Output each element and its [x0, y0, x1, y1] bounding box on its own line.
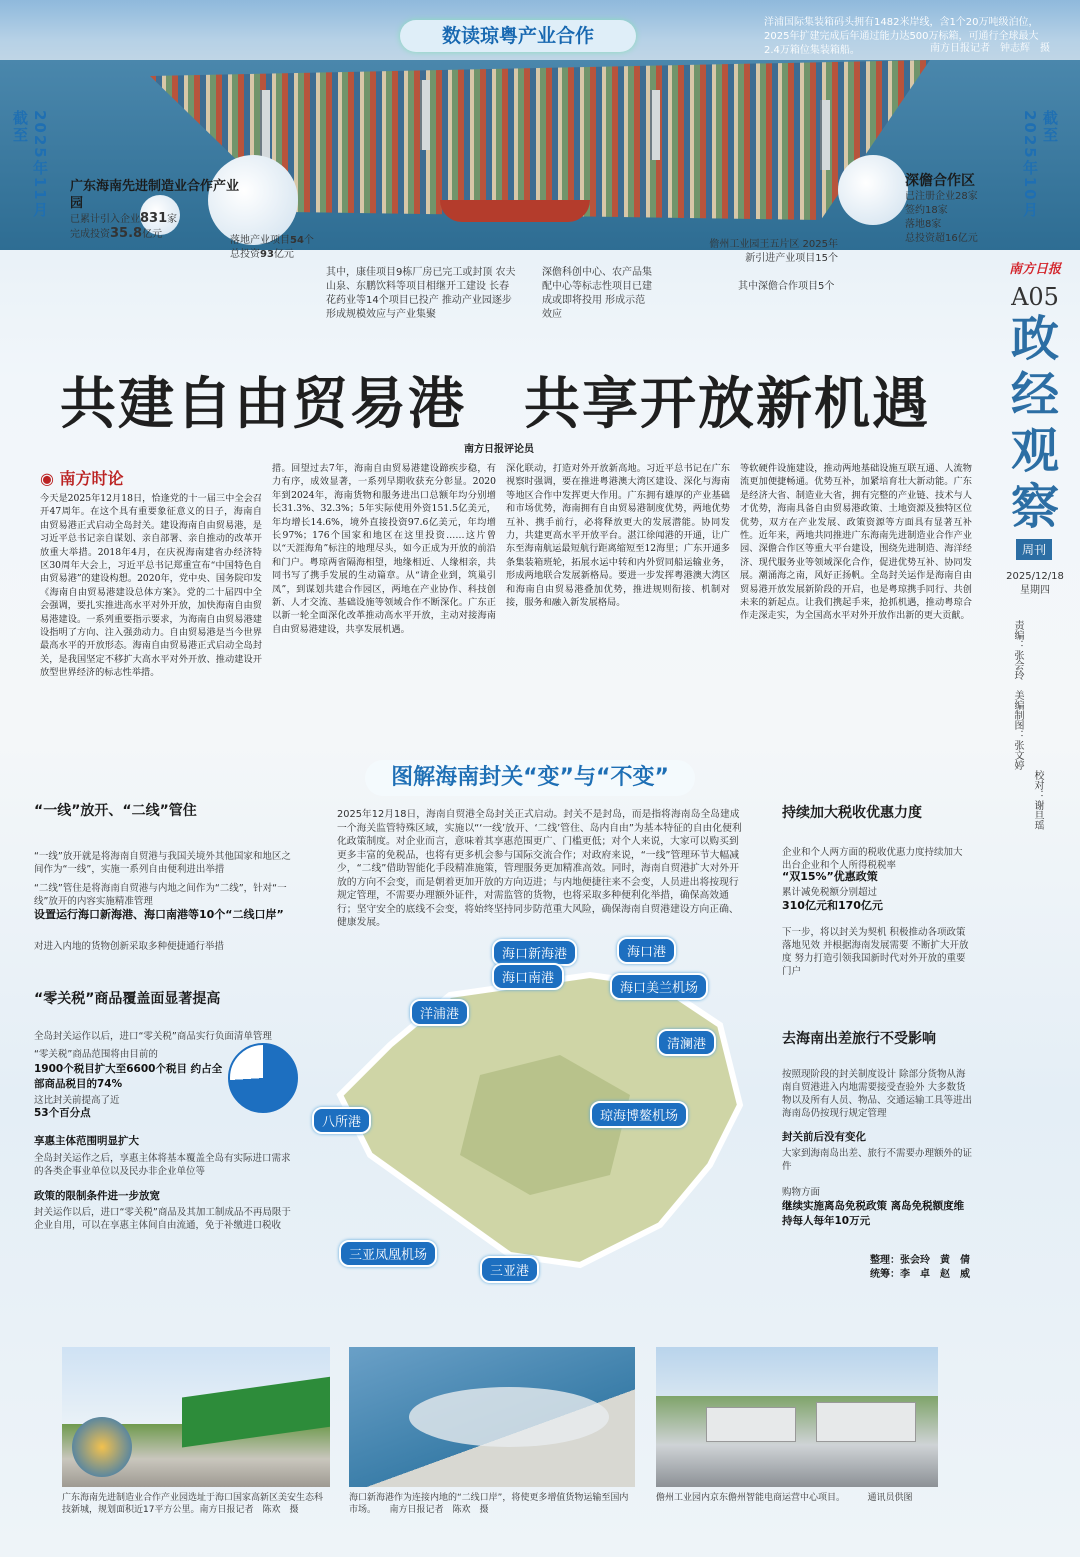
warehouse [816, 1402, 916, 1442]
issue-date: 2025/12/18 [1006, 571, 1064, 582]
byline: 南方日报评论员 [464, 444, 534, 455]
column-name: 政 [1010, 311, 1059, 367]
map-label-haikou-port: 海口港 [617, 937, 676, 964]
zero-tariff-increase: 这比封关前提高了近 [34, 1095, 120, 1106]
article-column-1: 今天是2025年12月18日，恰逢党的十一届三中全会召开47周年。在这个具有重要象征意义的日子，海南自由贸易港正式启动全岛封关。建设海南自由贸易港，是习近平总书记亲自谋划、亲自部署、亲自推动的改革开放重大举措。2018年4月，在庆祝海南建省办经济特区30周年大会上，习近平总书记郑重宣布“中国特色自由贸易港”的建设构想。2020年，党中央、国务院印发《海南自由贸易港建设总体方案》。党的二十届四中全会强调，要扎实推进高水平对外开放，加快海南自由贸易港建设。一系列重要指示要求，为海南自由贸易港建设指明了方向、注入强劲动力。自由贸易港是当今世界最高水平的开放形态。海南自由贸易港正式启动全岛封关，是我国坚定不移扩大高水平对外开放、推动建设开放型世界经济的标志性举措。 [40, 493, 262, 679]
issue-weekday: 星期四 [1020, 585, 1050, 596]
timeline-right-prefix: 截至 [1041, 110, 1059, 144]
tax-exempt-label: 累计减免税额分别超过 [782, 887, 878, 898]
map-label-qinglan: 清澜港 [657, 1029, 716, 1056]
column-heading-text: 南方时论 [59, 469, 124, 488]
caption-danzhou: 儋州工业园内京东儋州智能电商运营中心项目。 通讯员供图 [656, 1493, 913, 1503]
park-title: 广东海南先进制造业合作产业园 [70, 179, 240, 211]
section-tax: 持续加大税收优惠力度 [782, 805, 922, 821]
value: 93 [260, 249, 274, 260]
timeline-left-date: 2025年11月 [31, 110, 49, 219]
projects-note: 其中，康佳项目9栋厂房已完工或封顶 农夫山泉、东鹏饮料等项目相继开工建设 长春花药业等14个项目已投产 推动产业园逐步形成规模效应与产业集聚 [326, 267, 516, 320]
infographic-credit [870, 1254, 970, 1282]
infographic-intro: 2025年12月18日，海南自贸港全岛封关正式启动。封关不是封岛，而是指将海南岛全岛建成一个海关监管特殊区域，实施以“‘一线’放开、‘二线’管住、岛内自由”为基本特征的自由化便利化政策制度。对企业而言，意味着其享惠范围更广、门槛更低；对个人来说，大家可以购买到更多丰富的免税品，也将有更多机会参与国际交流合作；对政府来说，“一线”管理环节大幅减少，“二线”借助智能化手段精准施策，管理服务更加精准高效。同时，海南自贸港扩大对外开放的方向不会变，而是朝着更加开放的方向迈进；与内地便捷往来不会变，人员进出将按现行规定管理，不需要办理额外证件，对需监管的货物，也将采取多种便利化举措，确保高效通行；坚守安全的底线不会变，将始终坚持同步防范重大风险，确保海南自贸港建设方向正确、健康发展。 [337, 809, 742, 928]
label: 落地产业项目 [230, 235, 290, 246]
shendan-zone-block [905, 170, 1000, 246]
editor-credits: 责编：张会玲 美编制图：张文婷 [1012, 620, 1023, 770]
map-label-basuo: 八所港 [312, 1107, 371, 1134]
top-banner-title: 数读琼粤产业合作 [400, 20, 636, 52]
policy-bold: 政策的限制条件进一步放宽 [34, 1190, 160, 1202]
travel-text-2: 大家到海南岛出差、旅行不需要办理额外的证件 [782, 1148, 973, 1172]
zero-tariff-bold: 1900个税目扩大至6600个税目 约占全部商品税目的74% [34, 1063, 223, 1090]
second-line-text: “二线”管住是将海南自贸港与内地之间作为“二线”，针对“一线”放开的内容实施精准管理 [34, 883, 287, 907]
weekly-badge: 周刊 [1016, 539, 1052, 560]
label: 已累计引入企业 [70, 214, 140, 225]
policy-text: 封关运作以后，进口“零关税”商品及其加工制成品不再局限于企业自用，可以在享惠主体间自由流通，免于补缴进口税收 [34, 1207, 291, 1231]
landed-projects [230, 234, 314, 262]
ports-text: 对进入内地的货物创新采取多种便捷通行举措 [34, 941, 225, 952]
zone-line: 已注册企业28家 [905, 191, 978, 202]
crane [260, 90, 270, 160]
shenzhen-danzhou-note: 其中深儋合作项目5个 [738, 281, 835, 292]
tax-text: 企业和个人两方面的税收优惠力度持续加大 出台企业和个人所得税税率 [782, 847, 963, 871]
first-line-text: “一线”放开就是将海南自贸港与我国关境外其他国家和地区之间作为“一线”，实施一系列自由便利进出举措 [34, 851, 291, 875]
label: 完成投资 [70, 229, 110, 240]
zone-line: 总投资超16亿元 [905, 233, 978, 244]
zone-title: 深儋合作区 [905, 173, 975, 189]
ports-bold: 设置运行海口新海港、海口南港等10个“二线口岸” [34, 908, 284, 921]
column-name: 察 [1010, 479, 1059, 535]
newspaper-logo: 南方日报 [1008, 262, 1061, 277]
unit: 亿元 [273, 249, 294, 260]
shopping-label: 购物方面 [782, 1187, 821, 1198]
label: 总投资 [230, 249, 260, 260]
unit: 亿元 [142, 229, 163, 240]
crane [420, 80, 430, 150]
park-enterprises [70, 212, 240, 227]
article-column-3: 深化联动，打造对外开放新高地。习近平总书记在广东视察时强调，要在推进粤港澳大湾区建设、深化与海南等地区合作中发挥更大作用。广东拥有雄厚的产业基础和市场优势，海南拥有自由贸易港制度优势，两地优势互补、携手前行，必将释放更大的发展潜能。协同发力，共建更高水平开放平台。湛江徐闻港的开通，让广东至海南航运最短航行距离缩短至12海里；广东开通多条集装箱班轮，拓展水运中转和内外贸同船运输业务，形成两地联合发展新格局。要进一步发挥粤港澳大湾区和海南自由贸易港叠加优势，推进规则衔接、机制对接，服务和融入新发展格局。 [506, 463, 730, 609]
column-name: 经 [1010, 367, 1059, 423]
zero-tariff-intro: 全岛封关运作以后，进口“零关税”商品实行负面清单管理 [34, 1031, 272, 1042]
caption-park: 广东海南先进制造业合作产业园选址于海口国家高新区美安生态科技新城，规划面积近17平方公里。南方日报记者 陈欢 摄 [62, 1493, 324, 1515]
shopping-bold: 继续实施离岛免税政策 离岛免税额度维持每人每年10万元 [782, 1200, 965, 1227]
tax-exempt-amount: 310亿元和170亿元 [782, 899, 883, 912]
zone-line: 落地8家 [905, 219, 942, 230]
map-label-meilan-airport: 海口美兰机场 [610, 973, 708, 1000]
headline: 共建自由贸易港 共享开放新机遇 [60, 371, 930, 437]
section-first-line: “一线”放开、“二线”管住 [34, 803, 197, 819]
caption-port: 海口新海港作为连接内地的“二线口岸”，将使更多增值货物运输至国内市场。 南方日报记者 陈欢 摄 [349, 1493, 629, 1515]
port-caption: 洋浦国际集装箱码头拥有1482米岸线，含1个20万吨级泊位，2025年扩建完成后年通过能力达500万标箱，可通行全球最大2.4万箱位集装箱船。 [764, 17, 1039, 56]
park-logo [72, 1417, 132, 1477]
infographic-title: 图解海南封关“变”与“不变” [365, 760, 695, 796]
proofreader-credits: 校对：谢旦瑶 [1032, 770, 1043, 830]
credit-line: 统筹：李 卓 赵 威 [870, 1269, 970, 1280]
subject-expand-bold: 享惠主体范围明显扩大 [34, 1135, 139, 1147]
crane [820, 100, 830, 170]
map-label-haikou-xinhai: 海口新海港 [492, 939, 577, 966]
map-label-fenghuang-airport: 三亚凤凰机场 [339, 1240, 437, 1267]
zone-line: 签约18家 [905, 205, 948, 216]
photo-industrial-park [62, 1347, 330, 1487]
port-terminal [409, 1387, 609, 1447]
timeline-left-prefix: 截至 [11, 110, 29, 144]
guangdong-hainan-park-block [70, 178, 240, 242]
section-zero-tariff: “零关税”商品覆盖面显著提高 [34, 991, 221, 1007]
timeline-right-date: 2025年10月 [1021, 110, 1039, 219]
value: 35.8 [110, 226, 143, 241]
value: 54 [290, 235, 304, 246]
zero-tariff-scope: “零关税”商品范围将由目前的 [34, 1049, 158, 1060]
zero-tariff-points: 53个百分点 [34, 1107, 91, 1119]
tax-policy-bold: “双15%”优惠政策 [782, 870, 878, 883]
travel-text: 按照现阶段的封关制度设计 除部分货物从海南自贸港进入内地需要接受查验外 大多数货物以及所有人员、物品、交通运输工具等进出海南岛仍按现行规定管理 [782, 1069, 973, 1119]
photo-danzhou-park [656, 1347, 938, 1487]
masthead [1000, 258, 1070, 678]
map-label-yangpu: 洋浦港 [410, 999, 469, 1026]
article-column-4: 等软硬件设施建设，推动两地基础设施互联互通、人流物流更加便捷畅通。优势互补，加紧培育壮大新动能。广东是经济大省、制造业大省，拥有完整的产业链、技术与人才优势，海南具备自由贸易港政策、土地资源及独特区位优势，双方在产业发展、政策资源等方面具有显著互补性。近年来，两地共同推进广东海南先进制造业合作产业园、深儋合作区等重大平台建设，围绕先进制造、海洋经济、现代服务业等领域深化合作，促进优势互补、协同发展。潮涌海之南，风好正扬帆。全岛封关运作是海南自由贸易港开放发展新阶段的开启，也是粤琼携手同行、共创未来的新起点。让我们携起手来，抢抓机遇，推动粤琼合作走深走实，为全国高水平对外开放作出新的更大贡献。 [740, 463, 972, 622]
credit-line: 整理：张会玲 黄 倩 [870, 1255, 970, 1266]
section-travel: 去海南出差旅行不受影响 [782, 1031, 936, 1047]
park-sign [182, 1376, 330, 1447]
map-label-sanya-port: 三亚港 [480, 1256, 539, 1283]
park-investment [70, 227, 240, 242]
science-center-note: 深儋科创中心、农产品集配中心等标志性项目已建成或即将投用 形成示范效应 [542, 267, 652, 320]
page-number: A05 [1011, 283, 1059, 311]
article-column-2: 措。回望过去7年，海南自由贸易港建设蹄疾步稳，有力有序，成效显著，一系列早期收获充分彰显。2020年到2024年，海南货物和服务进出口总额年均分别增长31.3%、32.3%；5年实际使用外资151.5亿美元，年均增长14.6%，境外直接投资97.6亿美元，年均增长97%；176个国家和地区在这里投资……这片曾以“天涯海角”标注的地理尽头，如今正成为开放的前沿和门户。粤琼两省隔海相望，地缘相近、人缘相亲，共同书写了携手发展的生动篇章。从“请企业到，筑巢引凤”，到谋划共建合作园区，两地在产业协作、科技创新、人才交流、基础设施等领域合作不断深化。广东正以新一轮全面深化改革推动高水平开放，主动对接海南自由贸易港建设，共享发展机遇。 [272, 463, 496, 635]
value: 831 [140, 211, 168, 226]
photo-xinhai-port [349, 1347, 635, 1487]
unit: 家 [167, 214, 178, 225]
next-steps: 下一步，将以封关为契机 积极推动各项政策落地见效 并根据海南发展需要 不断扩大开放度 努力打造引领我国新时代对外开放的重要门户 [782, 927, 969, 977]
port-photographer: 南方日报记者 钟志辉 摄 [930, 43, 1050, 54]
map-label-haikou-nangang: 海口南港 [492, 963, 564, 990]
decor-circle [838, 155, 908, 225]
cargo-ship [440, 200, 590, 222]
danzhou-park-note: 儋州工业园王五片区 2025年新引进产业项目15个 [709, 239, 838, 264]
warehouse [706, 1407, 796, 1442]
column-icon: ◉ [40, 469, 60, 488]
crane [650, 90, 660, 160]
unit: 个 [303, 235, 314, 246]
subject-expand-text: 全岛封关运作之后，享惠主体将基本覆盖全岛有实际进口需求的各类企事业单位以及民办非企业单位等 [34, 1153, 291, 1177]
column-name: 观 [1010, 423, 1059, 479]
column-heading [40, 466, 124, 489]
travel-bold: 封关前后没有变化 [782, 1131, 866, 1143]
pie-chart-74-percent [228, 1043, 298, 1113]
map-label-boao-airport: 琼海博鳌机场 [590, 1101, 688, 1128]
